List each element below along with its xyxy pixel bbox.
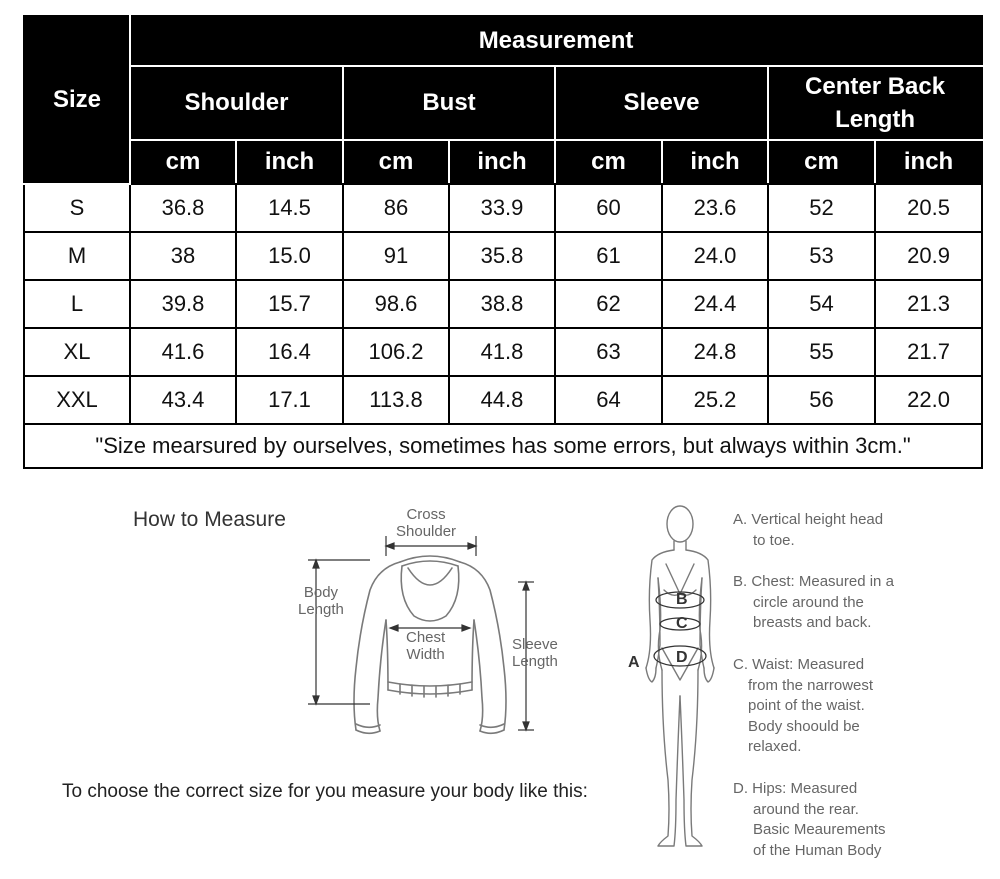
measurement-cell: 113.8 xyxy=(343,376,449,424)
measurement-cell: 61 xyxy=(555,232,662,280)
group-header-center-back-length: Center Back Length xyxy=(768,66,982,140)
definition-b: B. Chest: Measured in a circle around the breasts and back. xyxy=(733,573,894,631)
measurement-cell: 44.8 xyxy=(449,376,555,424)
measurement-header: Measurement xyxy=(130,16,982,66)
measurement-cell: 24.8 xyxy=(662,328,768,376)
group-header-shoulder: Shoulder xyxy=(130,66,343,140)
size-cell: M xyxy=(24,232,130,280)
size-header: Size xyxy=(24,16,130,184)
table-row xyxy=(24,280,982,328)
unit-header: inch xyxy=(875,140,982,184)
measurement-cell: 60 xyxy=(555,184,662,232)
unit-header: inch xyxy=(662,140,768,184)
chest-width-label: Chest Width xyxy=(406,629,446,663)
figure-letter-b: B xyxy=(676,591,688,608)
body-length-label: Body Length xyxy=(298,584,344,618)
measurement-cell: 14.5 xyxy=(236,184,343,232)
measurement-cell: 38.8 xyxy=(449,280,555,328)
figure-letter-c: C xyxy=(676,615,688,632)
measurement-cell: 17.1 xyxy=(236,376,343,424)
size-cell: XXL xyxy=(24,376,130,424)
cross-shoulder-label: Cross Shoulder xyxy=(396,506,457,540)
measurement-cell: 39.8 xyxy=(130,280,236,328)
measurement-cell: 25.2 xyxy=(662,376,768,424)
table-row xyxy=(24,376,982,424)
measurement-cell: 52 xyxy=(768,184,875,232)
measure-instruction: To choose the correct size for you measure your body like this: xyxy=(62,781,588,802)
definition-a: A. Vertical height head to toe. xyxy=(733,511,884,549)
measurement-cell: 16.4 xyxy=(236,328,343,376)
unit-header: cm xyxy=(130,140,236,184)
unit-header: cm xyxy=(768,140,875,184)
measurement-cell: 98.6 xyxy=(343,280,449,328)
measurement-cell: 41.6 xyxy=(130,328,236,376)
size-note: "Size mearsured by ourselves, sometimes has some errors, but always within 3cm." xyxy=(24,424,982,468)
measurement-cell: 24.0 xyxy=(662,232,768,280)
sleeve-length-label: Sleeve Length xyxy=(512,636,558,670)
group-header-bust: Bust xyxy=(343,66,555,140)
measurement-cell: 43.4 xyxy=(130,376,236,424)
definition-d: D. Hips: Measured around the rear. Basic Meaurements of the Human Body xyxy=(733,780,886,859)
unit-header: cm xyxy=(555,140,662,184)
size-rows xyxy=(24,184,982,424)
measurement-cell: 24.4 xyxy=(662,280,768,328)
measurement-cell: 15.7 xyxy=(236,280,343,328)
human-body-outline-icon xyxy=(618,500,728,850)
unit-header: inch xyxy=(236,140,343,184)
measurement-cell: 21.7 xyxy=(875,328,982,376)
table-row xyxy=(24,232,982,280)
size-cell: XL xyxy=(24,328,130,376)
measurement-cell: 33.9 xyxy=(449,184,555,232)
measurement-cell: 56 xyxy=(768,376,875,424)
figure-letter-d: D xyxy=(676,649,688,666)
unit-header: inch xyxy=(449,140,555,184)
measurement-cell: 62 xyxy=(555,280,662,328)
body-figure xyxy=(618,500,728,850)
size-cell: S xyxy=(24,184,130,232)
measurement-cell: 41.8 xyxy=(449,328,555,376)
measurement-cell: 35.8 xyxy=(449,232,555,280)
measurement-cell: 64 xyxy=(555,376,662,424)
measurement-cell: 38 xyxy=(130,232,236,280)
measurement-cell: 36.8 xyxy=(130,184,236,232)
measurement-cell: 53 xyxy=(768,232,875,280)
table-row xyxy=(24,328,982,376)
measurement-cell: 54 xyxy=(768,280,875,328)
measurement-cell: 55 xyxy=(768,328,875,376)
measurement-cell: 106.2 xyxy=(343,328,449,376)
measurement-cell: 86 xyxy=(343,184,449,232)
how-to-measure-title: How to Measure xyxy=(133,508,286,531)
definition-c: C. Waist: Measured from the narrowest point of the waist. Body shoould be relaxed. xyxy=(733,656,874,755)
measurement-cell: 22.0 xyxy=(875,376,982,424)
measurement-cell: 23.6 xyxy=(662,184,768,232)
table-row xyxy=(24,184,982,232)
measurement-cell: 20.9 xyxy=(875,232,982,280)
size-cell: L xyxy=(24,280,130,328)
measurement-cell: 63 xyxy=(555,328,662,376)
measurement-cell: 91 xyxy=(343,232,449,280)
size-chart-table xyxy=(23,15,983,469)
group-header-sleeve: Sleeve xyxy=(555,66,768,140)
measurement-cell: 21.3 xyxy=(875,280,982,328)
measurement-cell: 15.0 xyxy=(236,232,343,280)
figure-letter-a: A xyxy=(628,654,640,671)
measurement-cell: 20.5 xyxy=(875,184,982,232)
unit-header: cm xyxy=(343,140,449,184)
